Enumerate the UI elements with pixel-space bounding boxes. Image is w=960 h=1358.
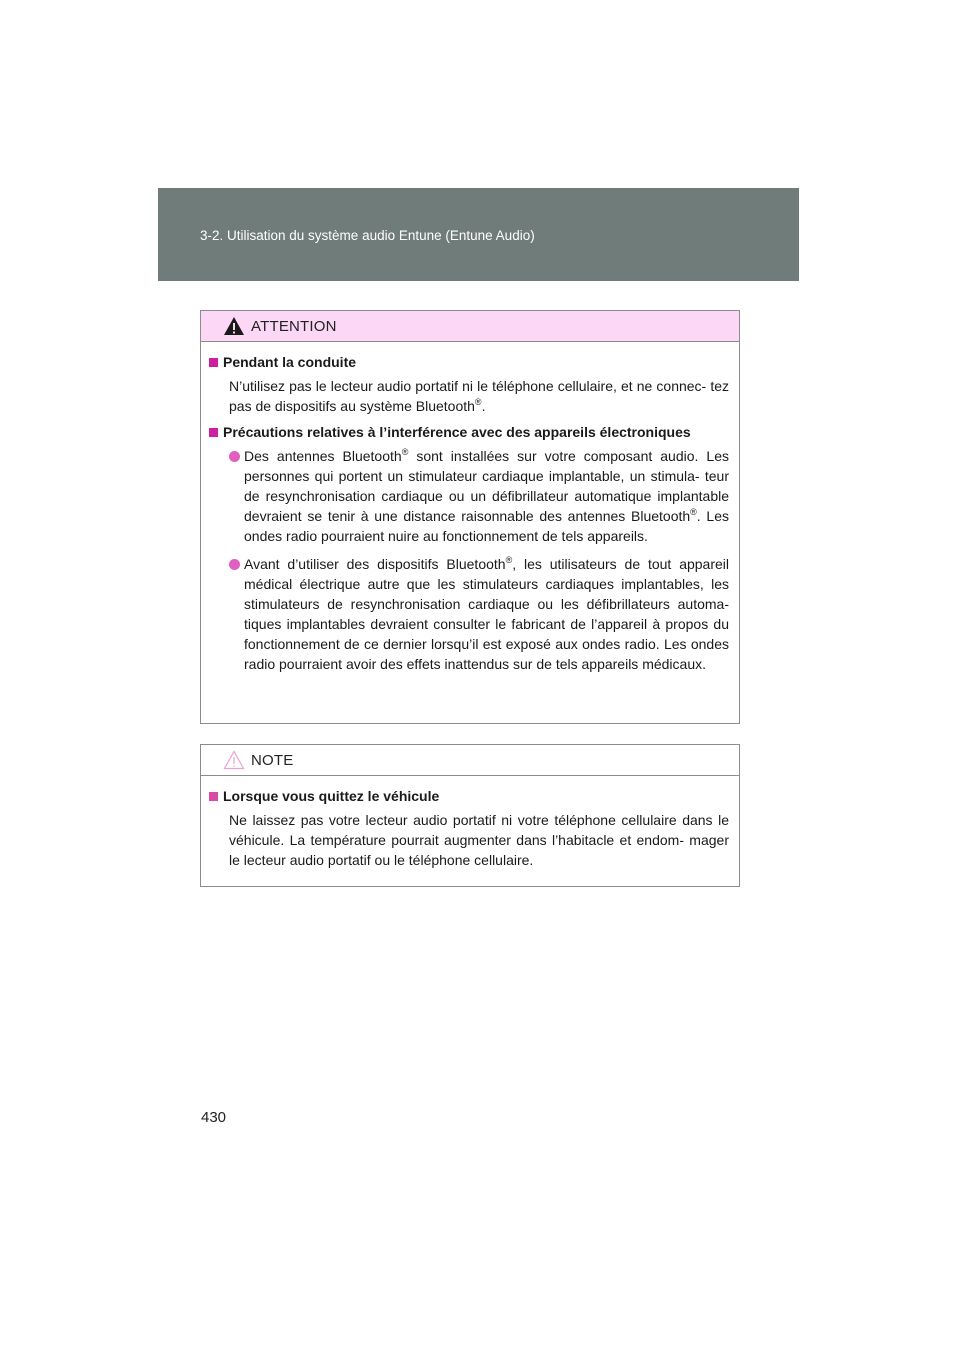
note-header [201,745,739,776]
page-number: 430 [201,1109,227,1126]
list-item-text: Avant d’utiliser des dispositifs Bluetooth®, les utilisateurs de tout appareil médical électrique autre que les stimulateurs cardiaques implantables, les stimulateurs de resynchronisation cardiaque ou les défibrillateurs automa- tiques implantables devraient consulter le fabricant de l’appareil à propos du fonctionnement de ce dernier lorsqu’il est exposé aux ondes radio. Les ondes radio pourraient avoir des effets inattendus sur de tels appareils médicaux. [244,555,730,672]
paragraph: Ne laissez pas votre lecteur audio portatif ni votre téléphone cellulaire dans le véhicule. La température pourrait augmenter dans l’habitacle et endom- mager le lecteur audio portatif ou le téléphone cellulaire. [229,812,729,868]
square-bullet-icon [209,428,218,437]
square-bullet-icon [209,792,218,801]
section-title: Pendant la conduite [209,354,731,370]
section-title: Lorsque vous quittez le véhicule [209,788,731,804]
note-box [200,744,740,887]
list-item-text: Des antennes Bluetooth® sont installées sur votre composant audio. Les personnes qui portent un stimulateur cardiaque implantable, un stimula- teur de resynchronisation cardiaque ou un défibrillateur automatique implantable devraient se tenir à une distance raisonnable des antennes Bluetooth®. Les ondes radio pourraient nuire au fonctionnement de tels appareils. [244,447,729,544]
warning-outline-icon [223,750,245,770]
attention-box [200,310,740,724]
note-body [201,776,739,870]
note-label: NOTE [251,752,294,769]
circle-bullet-icon [229,559,240,570]
breadcrumb: 3-2. Utilisation du système audio Entune (Entune Audio) [200,228,535,243]
square-bullet-icon [209,358,218,367]
header-band [158,188,799,281]
attention-body [201,342,739,674]
section-title: Précautions relatives à l’interférence avec des appareils électroniques [209,424,731,440]
warning-icon [223,316,245,336]
attention-header [201,311,739,342]
list-item [229,446,731,546]
list-item [229,554,731,674]
paragraph: N’utilisez pas le lecteur audio portatif ni le téléphone cellulaire, et ne connec- tez pas de dispositifs au système Bluetooth®. [229,378,729,414]
circle-bullet-icon [229,451,240,462]
attention-label: ATTENTION [251,318,337,335]
